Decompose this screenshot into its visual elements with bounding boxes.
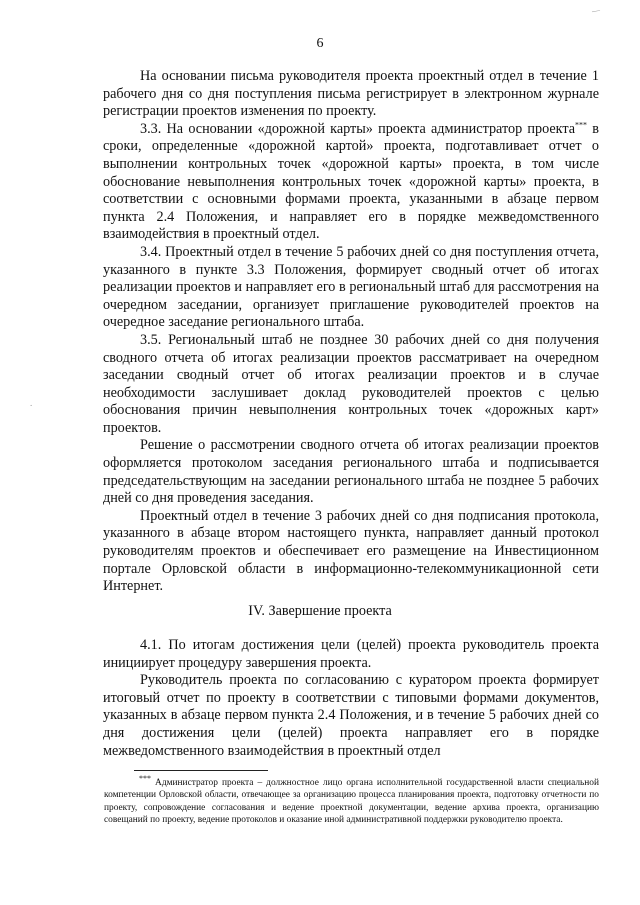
paragraph-3-3-lead: 3.3. На основании «дорожной карты» проекта администратор проекта [140,120,576,137]
footnote-divider [134,770,268,771]
footnote-reference: *** [575,120,588,130]
paragraph-3-4: 3.4. Проектный отдел в течение 5 рабочих дней со дня поступления отчета, указанного в пункте 3.3 Положения, формирует сводный отчет об итогах реализации проектов и направляет его в региональный штаб для рассмотрения на очередном заседании, организует приглашение руководителей проектов на очередное заседание регионального штаба. [103,243,599,331]
paragraph-protocol: Проектный отдел в течение 3 рабочих дней со дня подписания протокола, указанного в абзаце втором настоящего пункта, направляет данный протокол руководителям проектов и обеспечивает его размещение на Инвестиционном портале Орловской области в информационно-телекоммуникационной сети Интернет. [103,507,599,595]
paragraph-final-report: Руководитель проекта по согласованию с куратором проекта формирует итоговый отчет по проекту в соответствии с типовыми формами документов, указанных в абзаце первом пункта 2.4 Положения, и в течение 5 рабочих дней со дня достижения цели (целей) проекта направляет его в порядке межведомственного взаимодействия в проектный отдел [103,672,599,759]
paragraph-3-3 [103,121,599,244]
scan-dot: . [30,398,33,408]
text-block-bottom [103,637,599,760]
footnote-text: Администратор проекта – должностное лицо органа исполнительной государственной власти специальной компетенции Орловской области, отвечающее за организацию процесса планирования проекта, подготовку отчетности по проекту, сопровождение согласования и ведение проектной документации, ведение архива проекта, организацию совещаний по проекту, ведение протоколов и оказание иной административной поддержки руководителю проекта. [104,778,599,825]
paragraph-3-3-body: в сроки, определенные «дорожной картой» проекта, подготавливает отчет о выполнении контрольных точек «дорожной карты» проекта, в том числе обоснование невыполнения контрольных точек «дорожной карты» проекта, в соответствии с основными формами проекта, указанными в абзаце первом пункта 2.4 Положения, и направляет его в порядке межведомственного взаимодействия в проектный отдел. [103,120,599,243]
section-heading: IV. Завершение проекта [248,603,392,619]
page-number: 6 [316,36,324,51]
footnote-paragraph [104,773,599,826]
footnote [104,773,599,826]
paragraph-registration: На основании письма руководителя проекта проектный отдел в течение 1 рабочего дня со дня поступления письма регистрирует в электронном журнале регистрации проектов изменения по проекту. [103,68,599,120]
paragraph-3-5: 3.5. Региональный штаб не позднее 30 рабочих дней со дня получения сводного отчета об итогах реализации проектов рассматривает на очередном заседании сводный отчет об итогах реализации проектов и в случае необходимости заслушивает доклад руководителей проектов с целью обоснования причин невыполнения контрольных точек «дорожных карт» проектов. [103,331,599,436]
paragraph-decision: Решение о рассмотрении сводного отчета об итогах реализации проектов оформляется протоколом заседания регионального штаба и подписывается председательствующим на заседании регионального штаба не позднее 5 рабочих дней со дня проведения заседания. [103,437,599,507]
scan-tick: | [591,9,602,13]
paragraph-4-1: 4.1. По итогам достижения цели (целей) проекта руководитель проекта инициирует процедуру завершения проекта. [103,637,599,671]
text-block-top [103,68,599,596]
footnote-marker: *** [139,773,151,783]
